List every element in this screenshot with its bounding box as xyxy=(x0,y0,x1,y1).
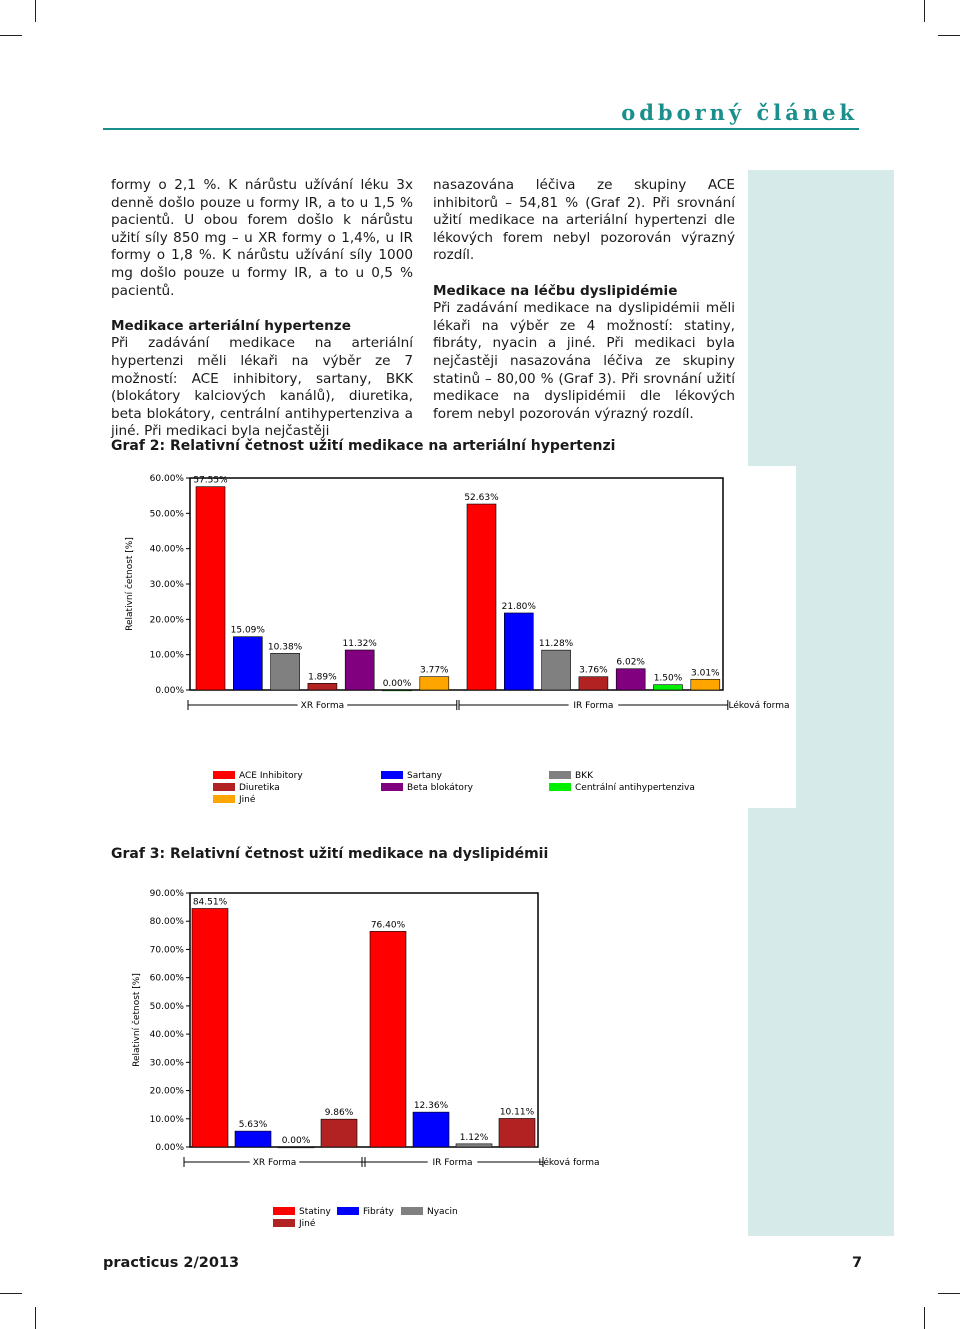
group-label: IR Forma xyxy=(573,701,614,711)
data-label: 3.76% xyxy=(579,665,608,676)
y-tick-label: 20.00% xyxy=(149,615,184,626)
y-tick-label: 30.00% xyxy=(149,580,184,590)
data-label: 0.00% xyxy=(382,679,412,689)
data-label: 1.12% xyxy=(459,1132,489,1143)
bar-fibr-ty-1 xyxy=(413,1112,449,1147)
left-column xyxy=(111,177,413,459)
bar-statiny-1 xyxy=(370,931,406,1147)
legend-swatch xyxy=(213,783,235,791)
section-label: odborný článek xyxy=(621,100,858,125)
legend-label: Statiny xyxy=(299,1207,331,1217)
bar-jin--1 xyxy=(499,1118,535,1147)
y-axis-label: Relativní četnost [%] xyxy=(125,537,135,631)
right-column xyxy=(433,177,735,441)
data-label: 3.01% xyxy=(691,668,720,679)
legend-label: BKK xyxy=(575,771,593,781)
bar-jin--0 xyxy=(420,677,449,690)
bar-bkk-1 xyxy=(542,650,571,690)
bar-beta-blok-tory-1 xyxy=(616,669,645,690)
legend-label: Nyacin xyxy=(427,1207,458,1217)
header-rule xyxy=(103,128,859,130)
y-tick-label: 70.00% xyxy=(149,945,184,956)
plot-frame xyxy=(190,893,538,1147)
legend-label: Diuretika xyxy=(239,783,280,793)
legend-label: Centrální antihypertenziva xyxy=(575,783,695,793)
legend-label: ACE Inhibitory xyxy=(239,771,303,781)
legend-label: Jiné xyxy=(239,795,256,805)
bar-bkk-0 xyxy=(271,653,300,690)
right-paragraph-1: nasazována léčiva ze skupiny ACE inhibitorů – 54,81 % (Graf 2). Při srovnání užití medikace na arteriální hypertenzi dle lékových forem nebyl pozorován výrazný rozdíl. xyxy=(433,177,735,264)
group-label: XR Forma xyxy=(252,1158,297,1168)
legend-swatch xyxy=(213,795,235,803)
data-label: 11.32% xyxy=(342,639,377,650)
crop-mark-bottom-right-h xyxy=(938,1293,960,1294)
chart-2 xyxy=(118,470,798,810)
left-paragraph-1: formy o 2,1 %. K nárůstu užívání léku 3x denně došlo pouze u formy IR, a to u 1,5 % pacientů. U obou forem došlo k nárůstu užití síly 850 mg – u XR formy o 1,4%, u IR formy o 1,8 %. K nárůstu užívání síly 1000 mg došlo pouze u formy IR, a to u 0,5 % pacientů. xyxy=(111,177,413,299)
bar-jin--1 xyxy=(691,679,720,690)
legend-label: Jiné xyxy=(299,1219,316,1229)
legend-label: Sartany xyxy=(407,771,443,781)
y-tick-label: 10.00% xyxy=(149,650,184,661)
y-tick-label: 40.00% xyxy=(149,1030,184,1041)
figure-2-caption: Graf 2: Relativní četnost užití medikace na arteriální hypertenzi xyxy=(111,438,616,454)
bar-statiny-0 xyxy=(192,908,228,1147)
legend-swatch xyxy=(549,783,571,791)
data-label: 1.89% xyxy=(308,672,337,683)
y-tick-label: 50.00% xyxy=(149,509,184,520)
heading-dyslipidemia: Medikace na léčbu dyslipidémie xyxy=(433,282,678,299)
legend-swatch xyxy=(401,1207,423,1215)
page-number: 7 xyxy=(852,1255,863,1271)
bar-sartany-0 xyxy=(233,637,262,690)
x-axis-label: Léková forma xyxy=(728,701,790,711)
legend-swatch xyxy=(549,771,571,779)
bar-diuretika-0 xyxy=(308,683,337,690)
crop-mark-bottom-left xyxy=(35,1307,36,1329)
data-label: 52.63% xyxy=(464,493,499,504)
bar-nyacin-0 xyxy=(278,1147,314,1148)
y-tick-label: 10.00% xyxy=(149,1114,184,1125)
data-label: 10.11% xyxy=(499,1107,535,1118)
data-label: 11.28% xyxy=(538,639,574,650)
y-tick-label: 0.00% xyxy=(155,686,184,696)
data-label: 1.50% xyxy=(653,673,683,684)
data-label: 0.00% xyxy=(281,1136,311,1146)
figure-3-caption: Graf 3: Relativní četnost užití medikace na dyslipidémii xyxy=(111,846,549,862)
y-tick-label: 60.00% xyxy=(149,474,184,484)
y-axis-label: Relativní četnost [%] xyxy=(132,973,142,1067)
bar-centr-ln-antihypertenziva-1 xyxy=(654,685,683,690)
legend-swatch xyxy=(273,1207,295,1215)
legend-swatch xyxy=(337,1207,359,1215)
group-label: XR Forma xyxy=(300,701,345,711)
bar-fibr-ty-0 xyxy=(235,1131,271,1147)
data-label: 84.51% xyxy=(192,897,228,908)
data-label: 57.55% xyxy=(193,475,228,486)
y-tick-label: 90.00% xyxy=(149,889,184,899)
y-tick-label: 60.00% xyxy=(149,973,184,984)
y-tick-label: 0.00% xyxy=(155,1143,184,1153)
legend-label: Fibráty xyxy=(363,1207,394,1217)
y-tick-label: 40.00% xyxy=(149,544,184,555)
bar-diuretika-1 xyxy=(579,677,608,690)
right-paragraph-2: Při zadávání medikace na dyslipidémii měli lékaři na výběr ze 4 možností: statiny, fibráty, nyacin a jiné. Při medikaci byla nejčastěji nasazována léčiva ze skupiny statinů – 80,00 % (Graf 3). Při srovnání užití medikace na dyslipidémii dle lékových forem nebyl pozorován výrazný rozdíl. xyxy=(433,300,735,422)
y-tick-label: 80.00% xyxy=(149,917,184,928)
data-label: 15.09% xyxy=(230,625,265,636)
crop-mark-bottom-left-h xyxy=(0,1293,22,1294)
y-tick-label: 30.00% xyxy=(149,1058,184,1069)
y-tick-label: 50.00% xyxy=(149,1001,184,1012)
bar-beta-blok-tory-0 xyxy=(345,650,374,690)
legend-swatch xyxy=(381,771,403,779)
data-label: 12.36% xyxy=(413,1101,449,1112)
chart-3 xyxy=(118,885,618,1230)
data-label: 3.77% xyxy=(420,665,449,676)
crop-mark-top-left xyxy=(35,0,36,22)
crop-mark-top-right-h xyxy=(938,35,960,36)
data-label: 76.40% xyxy=(370,920,406,931)
crop-mark-top-left-h xyxy=(0,35,22,36)
legend-label: Beta blokátory xyxy=(407,783,473,793)
x-axis-label: Léková forma xyxy=(538,1158,600,1168)
crop-mark-bottom-right xyxy=(924,1307,925,1329)
left-paragraph-2: Při zadávání medikace na arteriální hypertenzi měli lékaři na výběr ze 7 možností: ACE inhibitory, sartany, BKK (blokátory kalciových kanálů), diuretika, beta blokátory, centrální antihypertenziva a jiné. Při medikaci byla nejčastěji xyxy=(111,335,413,440)
group-label: IR Forma xyxy=(432,1158,473,1168)
data-label: 9.86% xyxy=(324,1108,354,1119)
bar-nyacin-1 xyxy=(456,1144,492,1147)
bar-centr-ln-antihypertenziva-0 xyxy=(383,690,412,691)
crop-mark-top-right xyxy=(924,0,925,22)
legend-swatch xyxy=(273,1219,295,1227)
bar-ace-inhibitory-0 xyxy=(196,487,225,690)
data-label: 6.02% xyxy=(616,657,645,668)
heading-hypertension: Medikace arteriální hypertenze xyxy=(111,317,351,334)
bar-jin--0 xyxy=(321,1119,357,1147)
footer-journal: practicus 2/2013 xyxy=(103,1255,240,1271)
bar-sartany-1 xyxy=(504,613,533,690)
bar-ace-inhibitory-1 xyxy=(467,504,496,690)
legend-swatch xyxy=(213,771,235,779)
legend-swatch xyxy=(381,783,403,791)
data-label: 5.63% xyxy=(238,1120,268,1131)
data-label: 10.38% xyxy=(267,642,303,653)
y-tick-label: 20.00% xyxy=(149,1086,184,1097)
data-label: 21.80% xyxy=(501,601,536,612)
